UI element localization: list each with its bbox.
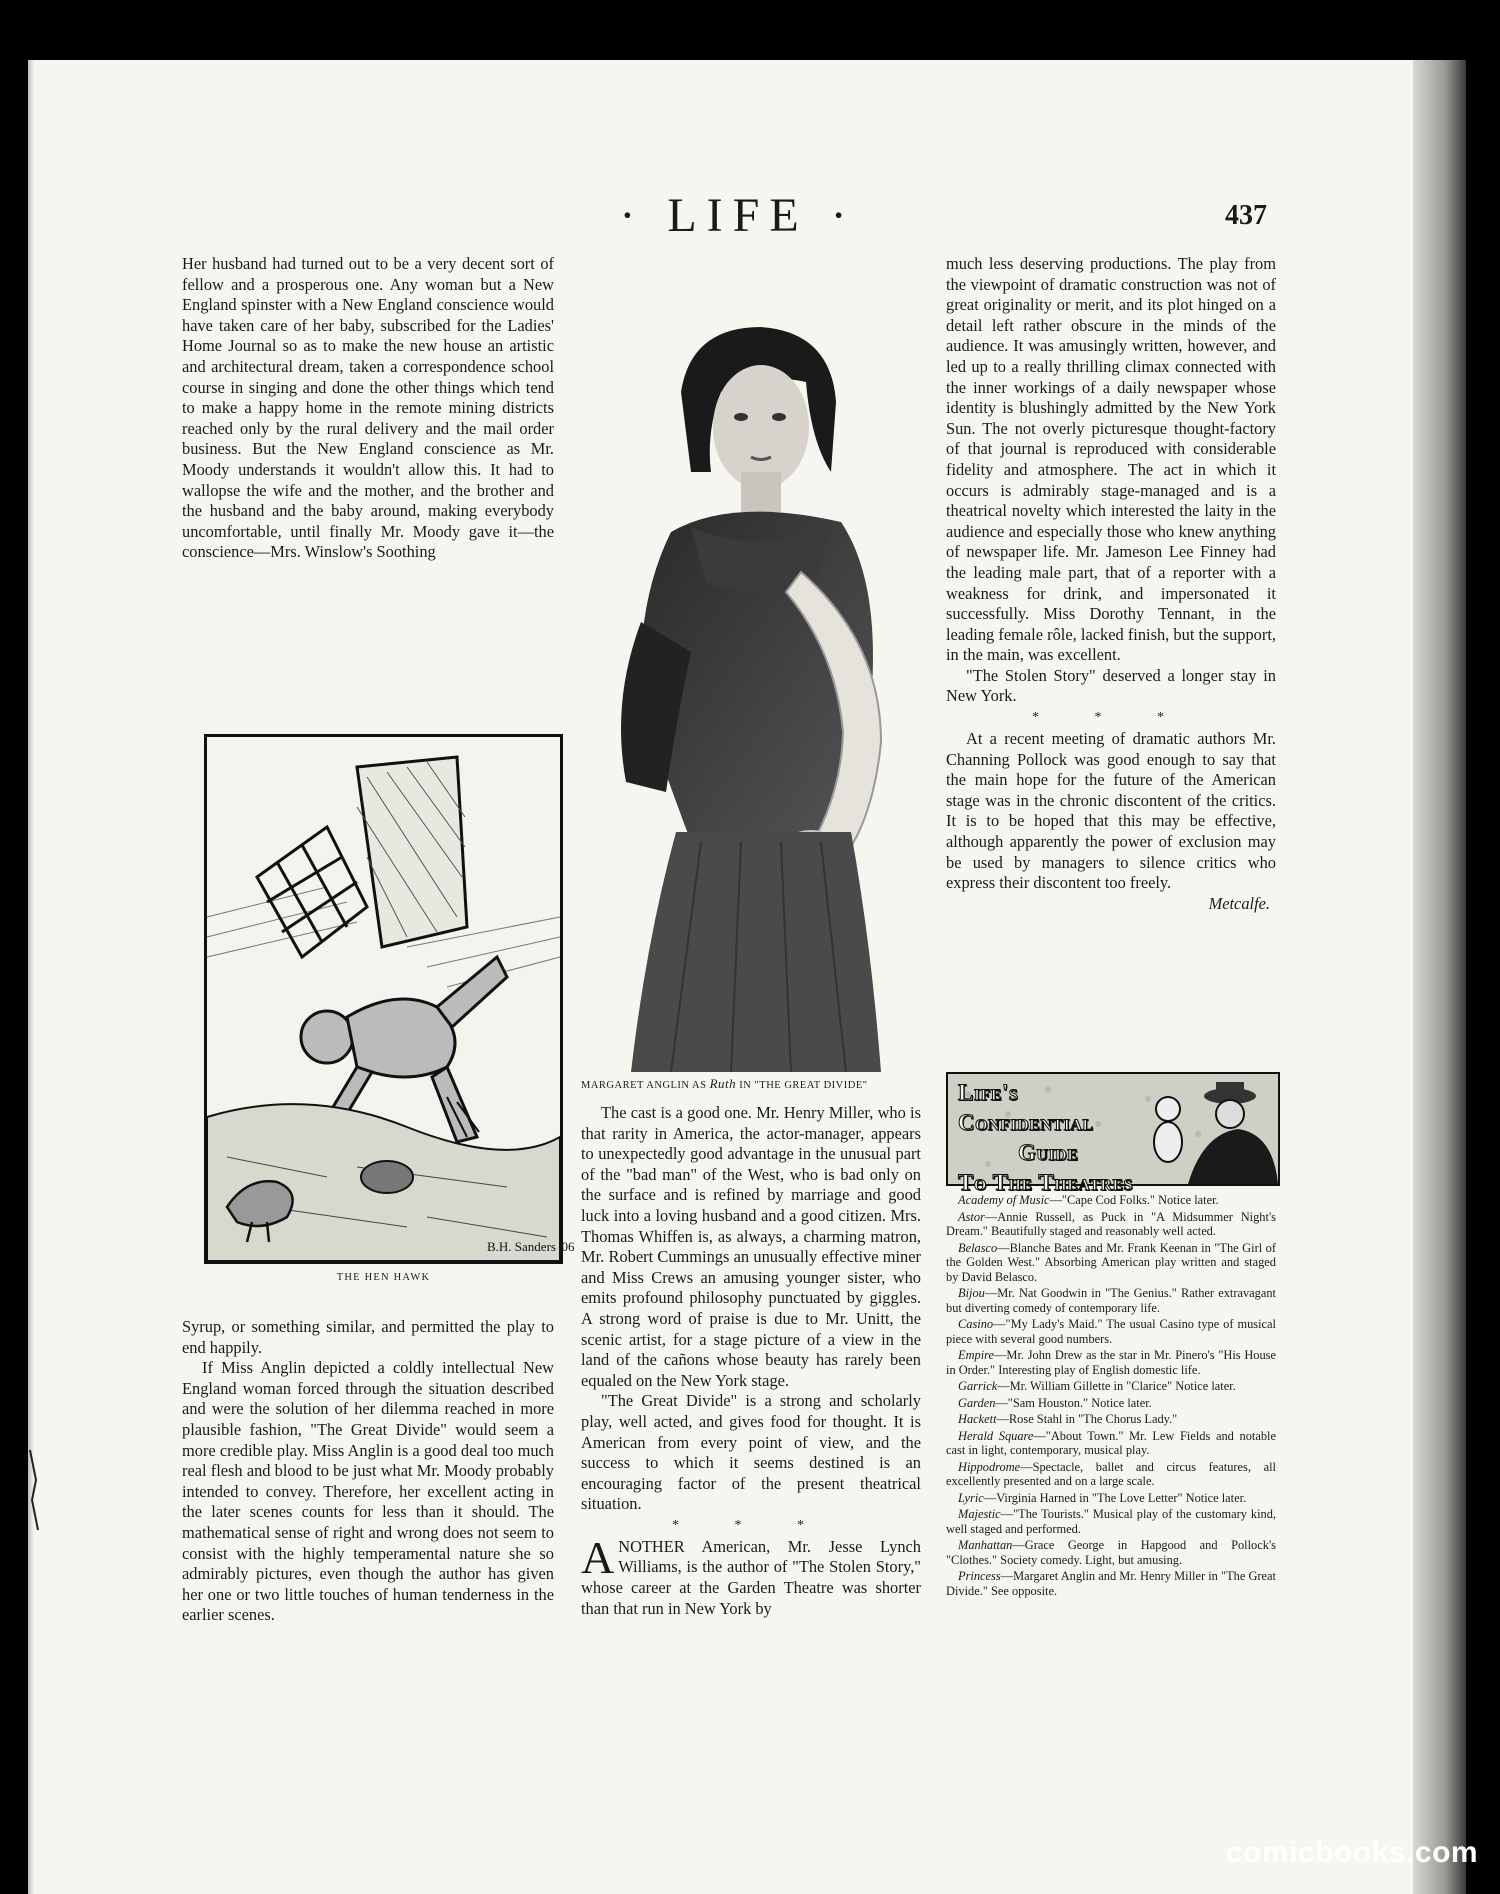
theatre-guide <box>946 1193 1276 1600</box>
guide-header <box>946 1072 1280 1195</box>
paragraph: Her husband had turned out to be a very decent sort of fellow and a prosperous one. Any woman but a New England spinster with a New England conscience would have taken care of her baby, subscribed for the Ladies' Home Journal so as to make the new house an artistic and architectural dream, taken a correspondence school course in singing and done the other things which tend to make a happy home in the remote mining districts reached only by the rural delivery and the mail order business. But the New England conscience as Mr. Moody understands it wouldn't allow this. It had to wallopse the wife and the mother, and the brother and the husband and the baby around, making everybody uncomfortable, until finally Mr. Moody gave it—the conscience—Mrs. Winslow's Soothing <box>182 254 554 562</box>
guide-entry: Hackett—Rose Stahl in "The Chorus Lady." <box>958 1412 1178 1426</box>
left-column-bottom <box>182 1317 554 1626</box>
masthead: · LIFE · <box>619 189 857 242</box>
middle-column <box>581 1103 921 1619</box>
paragraph: Syrup, or something similar, and permitted the play to end happily. <box>182 1317 554 1357</box>
magazine-page <box>28 60 1466 1894</box>
author-signature: Metcalfe. <box>1208 893 1270 913</box>
paragraph: "The Stolen Story" deserved a longer stay in New York. <box>946 665 1276 706</box>
paragraph: ANOTHER American, Mr. Jesse Lynch Williams, is the author of "The Stolen Story," whose career at the Garden Theatre was shorter than that run in New York by <box>581 1531 921 1618</box>
guide-entry: Garrick—Mr. William Gillette in "Clarice" Notice later. <box>958 1379 1236 1393</box>
watermark: comicbooks.com <box>1226 1836 1479 1869</box>
cartoon-caption: THE HEN HAWK <box>336 1272 431 1283</box>
guide-entry: Lyric—Virginia Harned in "The Love Letter" Notice later. <box>958 1490 1247 1505</box>
paragraph: "The Great Divide" is a strong and scholarly play, well acted, and gives food for thought. It is American from every point of view, and the success to which it seems destined is an encouraging factor of the present theatrical situation. <box>581 1391 921 1514</box>
guide-title-line: Guide <box>1018 1140 1079 1165</box>
guide-entry: Bijou—Mr. Nat Goodwin in "The Genius." Rather extravagant but diverting comedy of contemporary life. <box>946 1286 1276 1315</box>
photo-caption-pre: MARGARET ANGLIN AS <box>581 1080 710 1091</box>
guide-title-line: Life's Confidential <box>958 1080 1094 1135</box>
guide-entry: Academy of Music—"Cape Cod Folks." Notice later. <box>958 1193 1219 1207</box>
guide-entry: Manhattan—Grace George in Hapgood and Pollock's "Clothes." Society comedy. Light, but amusing. <box>946 1538 1276 1567</box>
right-column <box>946 254 1276 914</box>
guide-entry: Casino—"My Lady's Maid." The usual Casino type of musical piece with several good numbers. <box>946 1317 1276 1346</box>
left-column-top <box>182 254 554 563</box>
photo-caption-role: Ruth <box>709 1076 737 1091</box>
guide-entry: Garden—"Sam Houston." Notice later. <box>958 1395 1152 1410</box>
guide-title-line: To The Theatres <box>958 1170 1134 1195</box>
paragraph: If Miss Anglin depicted a coldly intellectual New England woman forced through the situation described and were the solution of her dilemma reached in more plausible fashion, "The Great Divide" would seem a more credible play. Miss Anglin is a good deal too much real flesh and blood to be just what Mr. Moody probably intended to convey. Therefore, her excellent acting in the later scenes counts for less than it should. The mathematical sense of right and wrong does not seem to consist with the highly temperamental nature she so admirably pictures, even though the author has given her one or two little touches of human tenderness in the earlier scenes. <box>182 1358 554 1625</box>
guide-entry: Herald Square—"About Town." Mr. Lew Fields and notable cast in light, contemporary, musical play. <box>946 1428 1276 1457</box>
section-divider: * * * <box>672 1517 830 1533</box>
guide-entry: Astor—Annie Russell, as Puck in "A Midsummer Night's Dream." Beautifully staged and reasonably well acted. <box>946 1209 1276 1238</box>
page-number: 437 <box>1225 200 1267 231</box>
guide-title <box>958 1078 1158 1198</box>
portrait-photo <box>581 322 931 1072</box>
photo-caption-post: IN "THE GREAT DIVIDE" <box>736 1080 868 1091</box>
cartoon-signature: B.H. Sanders '06 <box>487 1239 575 1254</box>
scan-edge-marks <box>28 1440 44 1560</box>
cartoon-illustration <box>204 734 575 1264</box>
drop-cap: A <box>581 1531 615 1583</box>
guide-entry: Belasco—Blanche Bates and Mr. Frank Keenan in "The Girl of the Golden West." Absorbing American play written and staged by David Belasco. <box>946 1240 1276 1284</box>
margaret-anglin-portrait <box>581 322 931 1072</box>
section-divider: * * * <box>1032 710 1190 726</box>
photo-caption <box>581 1076 961 1092</box>
paragraph: much less deserving productions. The play from the viewpoint of dramatic construction was not of great originality or merit, and its plot hinged on a detail left rather obscure in the minds of the audience. It was amusingly written, however, and led up to a really thrilling climax connected with the inner workings of a daily newspaper whose identity is blushingly admitted by the New York Sun. The not overly picturesque thought-factory of that journal is reproduced with considerable fidelity and atmosphere. The act in which it occurs is admirably stage-managed and is a theatrical novelty which interested the laity in the audience and especially those who knew anything of newspaper life. Mr. Jameson Lee Finney had the leading male part, that of a reporter with a weakness for drink, and impersonated it successfully. Miss Dorothy Tennant, in the leading female rôle, lacked finish, but the support, in the main, was excellent. <box>946 254 1276 665</box>
guide-entry: Majestic—"The Tourists." Musical play of the customary kind, well staged and performed. <box>946 1507 1276 1536</box>
hen-hawk-drawing <box>207 737 575 1261</box>
book-spine <box>1413 60 1466 1894</box>
guide-entry: Empire—Mr. John Drew as the star in Mr. Pinero's "His House in Order." Interesting play of English domestic life. <box>946 1348 1276 1377</box>
guide-entry: Hippodrome—Spectacle, ballet and circus features, all excellently presented and on a large scale. <box>946 1459 1276 1488</box>
paragraph: At a recent meeting of dramatic authors Mr. Channing Pollock was good enough to say that the main hope for the future of the American stage was in the chronic discontent of the critics. It is to be hoped that this may be effective, although apparently the power of exclusion may be used by managers to silence critics who express their discontent too freely. <box>946 729 1276 893</box>
paragraph: The cast is a good one. Mr. Henry Miller, who is that rarity in America, the actor-manager, appears to unexpectedly good advantage in the unusual part of the "bad man" of the West, who is bad only on the surface and is refined by marriage and good luck into a loving husband and a good citizen. Mrs. Thomas Whiffen is, as always, a charming matron, Mr. Robert Cummings an unusually effective miner and Miss Crews an amusing younger sister, who emits profound philosophy punctuated by giggles. A strong word of praise is due to Mr. Unitt, the scenic artist, for a stage picture of a view in the land of the cañons whose beauty has rarely been equaled on the New York stage. <box>581 1103 921 1390</box>
page-fold <box>28 60 34 1894</box>
guide-entry: Princess—Margaret Anglin and Mr. Henry Miller in "The Great Divide." See opposite. <box>946 1569 1276 1598</box>
